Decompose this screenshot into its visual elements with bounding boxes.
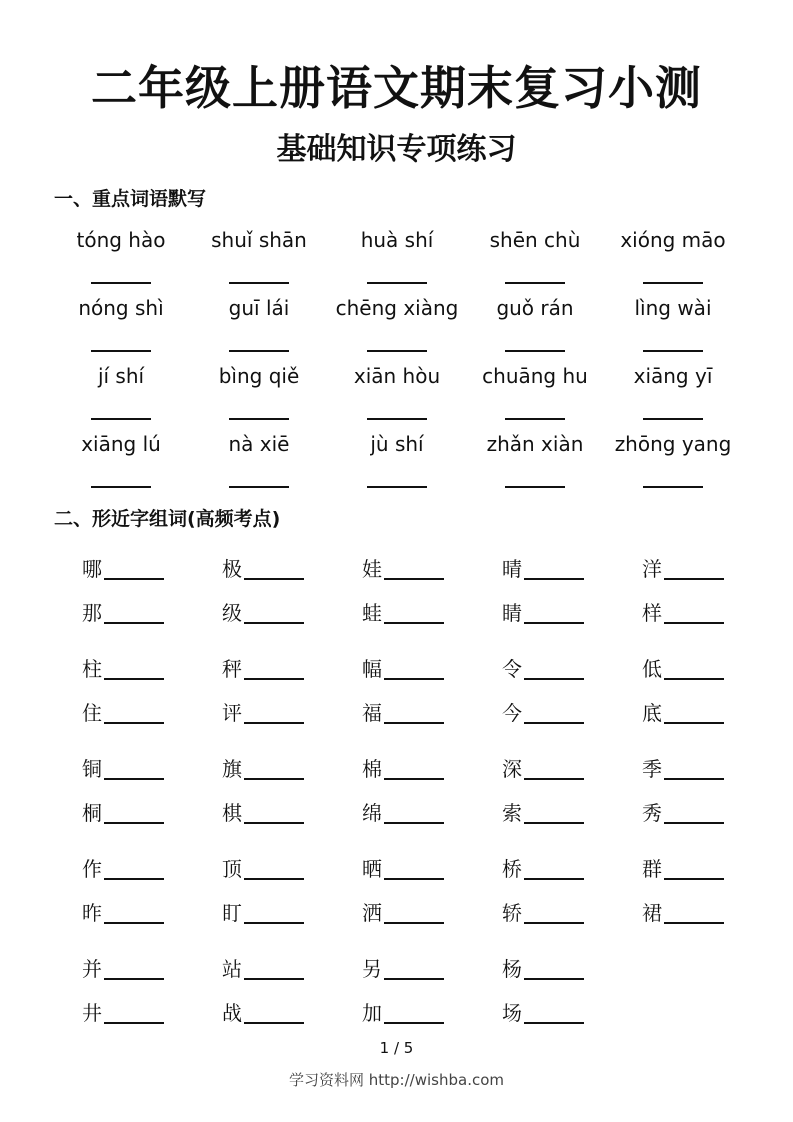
char-row (82, 891, 782, 935)
char-text: 井 (82, 1001, 102, 1025)
answer-blank[interactable] (505, 486, 565, 488)
char-text: 群 (642, 857, 662, 881)
answer-blank[interactable] (244, 622, 304, 624)
pinyin-item (466, 294, 604, 362)
answer-blank[interactable] (104, 1022, 164, 1024)
char-item (222, 647, 362, 683)
answer-blank[interactable] (664, 678, 724, 680)
char-item (82, 647, 222, 683)
char-item (642, 691, 782, 727)
char-text: 娃 (362, 557, 382, 581)
answer-blank[interactable] (505, 418, 565, 420)
char-text: 今 (502, 701, 522, 725)
answer-blank[interactable] (244, 1022, 304, 1024)
answer-blank[interactable] (384, 778, 444, 780)
char-item (362, 947, 502, 983)
page-title: 二年级上册语文期末复习小测 (91, 61, 702, 115)
char-item (82, 891, 222, 927)
pinyin-item (604, 430, 742, 498)
answer-blank[interactable] (524, 1022, 584, 1024)
answer-blank[interactable] (229, 486, 289, 488)
char-item (222, 947, 362, 983)
answer-blank[interactable] (384, 878, 444, 880)
char-text: 轿 (502, 901, 522, 925)
answer-blank[interactable] (505, 350, 565, 352)
char-item (362, 891, 502, 927)
char-item (82, 691, 222, 727)
answer-blank[interactable] (524, 822, 584, 824)
char-row (82, 791, 782, 835)
char-row (82, 747, 782, 791)
pinyin-item (52, 226, 190, 294)
pinyin-text: guī lái (228, 296, 290, 320)
answer-blank[interactable] (244, 678, 304, 680)
char-text: 杨 (502, 957, 522, 981)
char-item (502, 647, 642, 683)
pinyin-text: jí shí (97, 364, 145, 388)
pinyin-text: shuǐ shān (211, 228, 307, 252)
answer-blank[interactable] (244, 878, 304, 880)
char-text: 战 (222, 1001, 242, 1025)
char-text: 晒 (362, 857, 382, 881)
pinyin-row (52, 226, 742, 294)
char-item (82, 947, 222, 983)
char-item (502, 991, 642, 1027)
char-text: 并 (82, 957, 102, 981)
char-pair-group (82, 547, 782, 635)
page-number: 1 / 5 (379, 1039, 414, 1057)
answer-blank[interactable] (244, 722, 304, 724)
char-item (222, 591, 362, 627)
pinyin-text: zhōng yang (614, 432, 732, 456)
char-item (502, 791, 642, 827)
pinyin-text: xióng māo (620, 228, 726, 252)
char-text: 索 (502, 801, 522, 825)
pinyin-text: huà shí (360, 228, 434, 252)
char-item (502, 747, 642, 783)
char-item (502, 947, 642, 983)
answer-blank[interactable] (367, 282, 427, 284)
char-pair-group (82, 947, 782, 1035)
char-text: 住 (82, 701, 102, 725)
answer-blank[interactable] (104, 922, 164, 924)
char-text: 铜 (82, 757, 102, 781)
char-item (222, 891, 362, 927)
pinyin-item (328, 226, 466, 294)
char-row (82, 847, 782, 891)
answer-blank[interactable] (244, 822, 304, 824)
pinyin-text: chēng xiàng (335, 296, 459, 320)
answer-blank[interactable] (524, 978, 584, 980)
pinyin-row (52, 294, 742, 362)
char-text: 棉 (362, 757, 382, 781)
answer-blank[interactable] (524, 922, 584, 924)
answer-blank[interactable] (91, 282, 151, 284)
char-pair-group (82, 847, 782, 935)
pinyin-text: tóng hào (76, 228, 166, 252)
char-item (502, 591, 642, 627)
answer-blank[interactable] (643, 282, 703, 284)
char-text: 令 (502, 657, 522, 681)
answer-blank[interactable] (91, 418, 151, 420)
answer-blank[interactable] (643, 418, 703, 420)
char-text: 深 (502, 757, 522, 781)
char-text: 场 (502, 1001, 522, 1025)
char-text: 级 (222, 601, 242, 625)
pinyin-text: guǒ rán (496, 296, 574, 320)
pinyin-text: chuāng hu (482, 364, 588, 388)
char-item (642, 547, 782, 583)
answer-blank[interactable] (244, 922, 304, 924)
answer-blank[interactable] (643, 350, 703, 352)
answer-blank[interactable] (384, 822, 444, 824)
answer-blank[interactable] (104, 678, 164, 680)
pinyin-item (190, 294, 328, 362)
char-item (82, 791, 222, 827)
answer-blank[interactable] (524, 622, 584, 624)
answer-blank[interactable] (367, 350, 427, 352)
char-item (362, 747, 502, 783)
char-text: 评 (222, 701, 242, 725)
char-row (82, 591, 782, 635)
char-text: 秤 (222, 657, 242, 681)
char-text: 幅 (362, 657, 382, 681)
answer-blank[interactable] (229, 282, 289, 284)
char-text: 盯 (222, 901, 242, 925)
char-row (82, 947, 782, 991)
pinyin-item (190, 226, 328, 294)
character-grid (82, 547, 782, 1047)
pinyin-item (466, 430, 604, 498)
pinyin-text: xiān hòu (353, 364, 441, 388)
char-item (222, 691, 362, 727)
char-text: 洋 (642, 557, 662, 581)
answer-blank[interactable] (384, 922, 444, 924)
char-text: 福 (362, 701, 382, 725)
char-text: 晴 (502, 557, 522, 581)
pinyin-text: nà xiē (228, 432, 290, 456)
char-item (642, 847, 782, 883)
answer-blank[interactable] (244, 978, 304, 980)
char-text: 哪 (82, 557, 102, 581)
char-item (222, 547, 362, 583)
answer-blank[interactable] (104, 822, 164, 824)
pinyin-item (604, 362, 742, 430)
char-item (222, 847, 362, 883)
char-item (362, 547, 502, 583)
char-text: 作 (82, 857, 102, 881)
char-text: 裙 (642, 901, 662, 925)
pinyin-item (604, 226, 742, 294)
char-text: 柱 (82, 657, 102, 681)
char-text: 季 (642, 757, 662, 781)
answer-blank[interactable] (384, 722, 444, 724)
pinyin-item (52, 294, 190, 362)
pinyin-item (466, 226, 604, 294)
char-text: 加 (362, 1001, 382, 1025)
answer-blank[interactable] (524, 678, 584, 680)
char-item (502, 891, 642, 927)
answer-blank[interactable] (104, 778, 164, 780)
pinyin-text: xiāng yī (633, 364, 713, 388)
answer-blank[interactable] (244, 778, 304, 780)
char-text: 棋 (222, 801, 242, 825)
answer-blank[interactable] (91, 486, 151, 488)
pinyin-text: nóng shì (78, 296, 164, 320)
answer-blank[interactable] (104, 878, 164, 880)
answer-blank[interactable] (384, 1022, 444, 1024)
char-item (642, 891, 782, 927)
pinyin-item (328, 430, 466, 498)
char-item (82, 991, 222, 1027)
answer-blank[interactable] (229, 418, 289, 420)
char-text: 洒 (362, 901, 382, 925)
char-row (82, 647, 782, 691)
char-item (642, 591, 782, 627)
answer-blank[interactable] (229, 350, 289, 352)
answer-blank[interactable] (664, 878, 724, 880)
char-text: 旗 (222, 757, 242, 781)
answer-blank[interactable] (664, 778, 724, 780)
pinyin-item (328, 294, 466, 362)
answer-blank[interactable] (104, 722, 164, 724)
char-text: 蛙 (362, 601, 382, 625)
answer-blank[interactable] (664, 622, 724, 624)
answer-blank[interactable] (524, 878, 584, 880)
char-item (82, 591, 222, 627)
answer-blank[interactable] (384, 978, 444, 980)
answer-blank[interactable] (244, 578, 304, 580)
pinyin-item (52, 430, 190, 498)
pinyin-text: jù shí (370, 432, 424, 456)
char-item (82, 547, 222, 583)
char-row (82, 991, 782, 1035)
char-item (362, 791, 502, 827)
section2-heading: 二、形近字组词(高频考点) (54, 508, 281, 530)
answer-blank[interactable] (384, 678, 444, 680)
pinyin-item (190, 430, 328, 498)
pinyin-grid (52, 226, 742, 498)
answer-blank[interactable] (664, 822, 724, 824)
pinyin-row (52, 362, 742, 430)
page-subtitle: 基础知识专项练习 (276, 132, 517, 167)
char-item (502, 691, 642, 727)
answer-blank[interactable] (104, 622, 164, 624)
answer-blank[interactable] (524, 722, 584, 724)
char-text: 昨 (82, 901, 102, 925)
char-row (82, 547, 782, 591)
char-text: 另 (362, 957, 382, 981)
pinyin-item (52, 362, 190, 430)
char-item (362, 991, 502, 1027)
char-text: 低 (642, 657, 662, 681)
section1-heading: 一、重点词语默写 (54, 188, 207, 210)
pinyin-text: bìng qiě (218, 364, 300, 388)
answer-blank[interactable] (524, 778, 584, 780)
pinyin-text: zhǎn xiàn (486, 432, 584, 456)
answer-blank[interactable] (505, 282, 565, 284)
char-item (362, 591, 502, 627)
answer-blank[interactable] (643, 486, 703, 488)
char-item (642, 747, 782, 783)
char-item (362, 847, 502, 883)
char-text: 秀 (642, 801, 662, 825)
char-text: 底 (642, 701, 662, 725)
char-text: 极 (222, 557, 242, 581)
footer-watermark: 学习资料网 http://wishba.com (289, 1071, 504, 1089)
pinyin-text: shēn chù (489, 228, 581, 252)
char-text: 桐 (82, 801, 102, 825)
answer-blank[interactable] (524, 578, 584, 580)
answer-blank[interactable] (91, 350, 151, 352)
pinyin-item (190, 362, 328, 430)
char-text: 样 (642, 601, 662, 625)
char-item (642, 791, 782, 827)
pinyin-row (52, 430, 742, 498)
answer-blank[interactable] (664, 578, 724, 580)
answer-blank[interactable] (104, 978, 164, 980)
pinyin-item (604, 294, 742, 362)
answer-blank[interactable] (367, 418, 427, 420)
pinyin-text: xiāng lú (81, 432, 161, 456)
answer-blank[interactable] (384, 578, 444, 580)
answer-blank[interactable] (367, 486, 427, 488)
char-pair-group (82, 647, 782, 735)
pinyin-item (466, 362, 604, 430)
char-row (82, 691, 782, 735)
char-text: 那 (82, 601, 102, 625)
char-item (502, 847, 642, 883)
char-item (362, 647, 502, 683)
char-text: 顶 (222, 857, 242, 881)
char-item (222, 991, 362, 1027)
answer-blank[interactable] (104, 578, 164, 580)
char-text: 睛 (502, 601, 522, 625)
answer-blank[interactable] (384, 622, 444, 624)
char-text: 绵 (362, 801, 382, 825)
char-item (222, 791, 362, 827)
char-item (222, 747, 362, 783)
pinyin-item (328, 362, 466, 430)
char-item (362, 691, 502, 727)
answer-blank[interactable] (664, 922, 724, 924)
char-item (642, 647, 782, 683)
char-item (82, 847, 222, 883)
char-text: 站 (222, 957, 242, 981)
char-item (502, 547, 642, 583)
char-item (82, 747, 222, 783)
answer-blank[interactable] (664, 722, 724, 724)
char-pair-group (82, 747, 782, 835)
pinyin-text: lìng wài (634, 296, 712, 320)
char-text: 桥 (502, 857, 522, 881)
